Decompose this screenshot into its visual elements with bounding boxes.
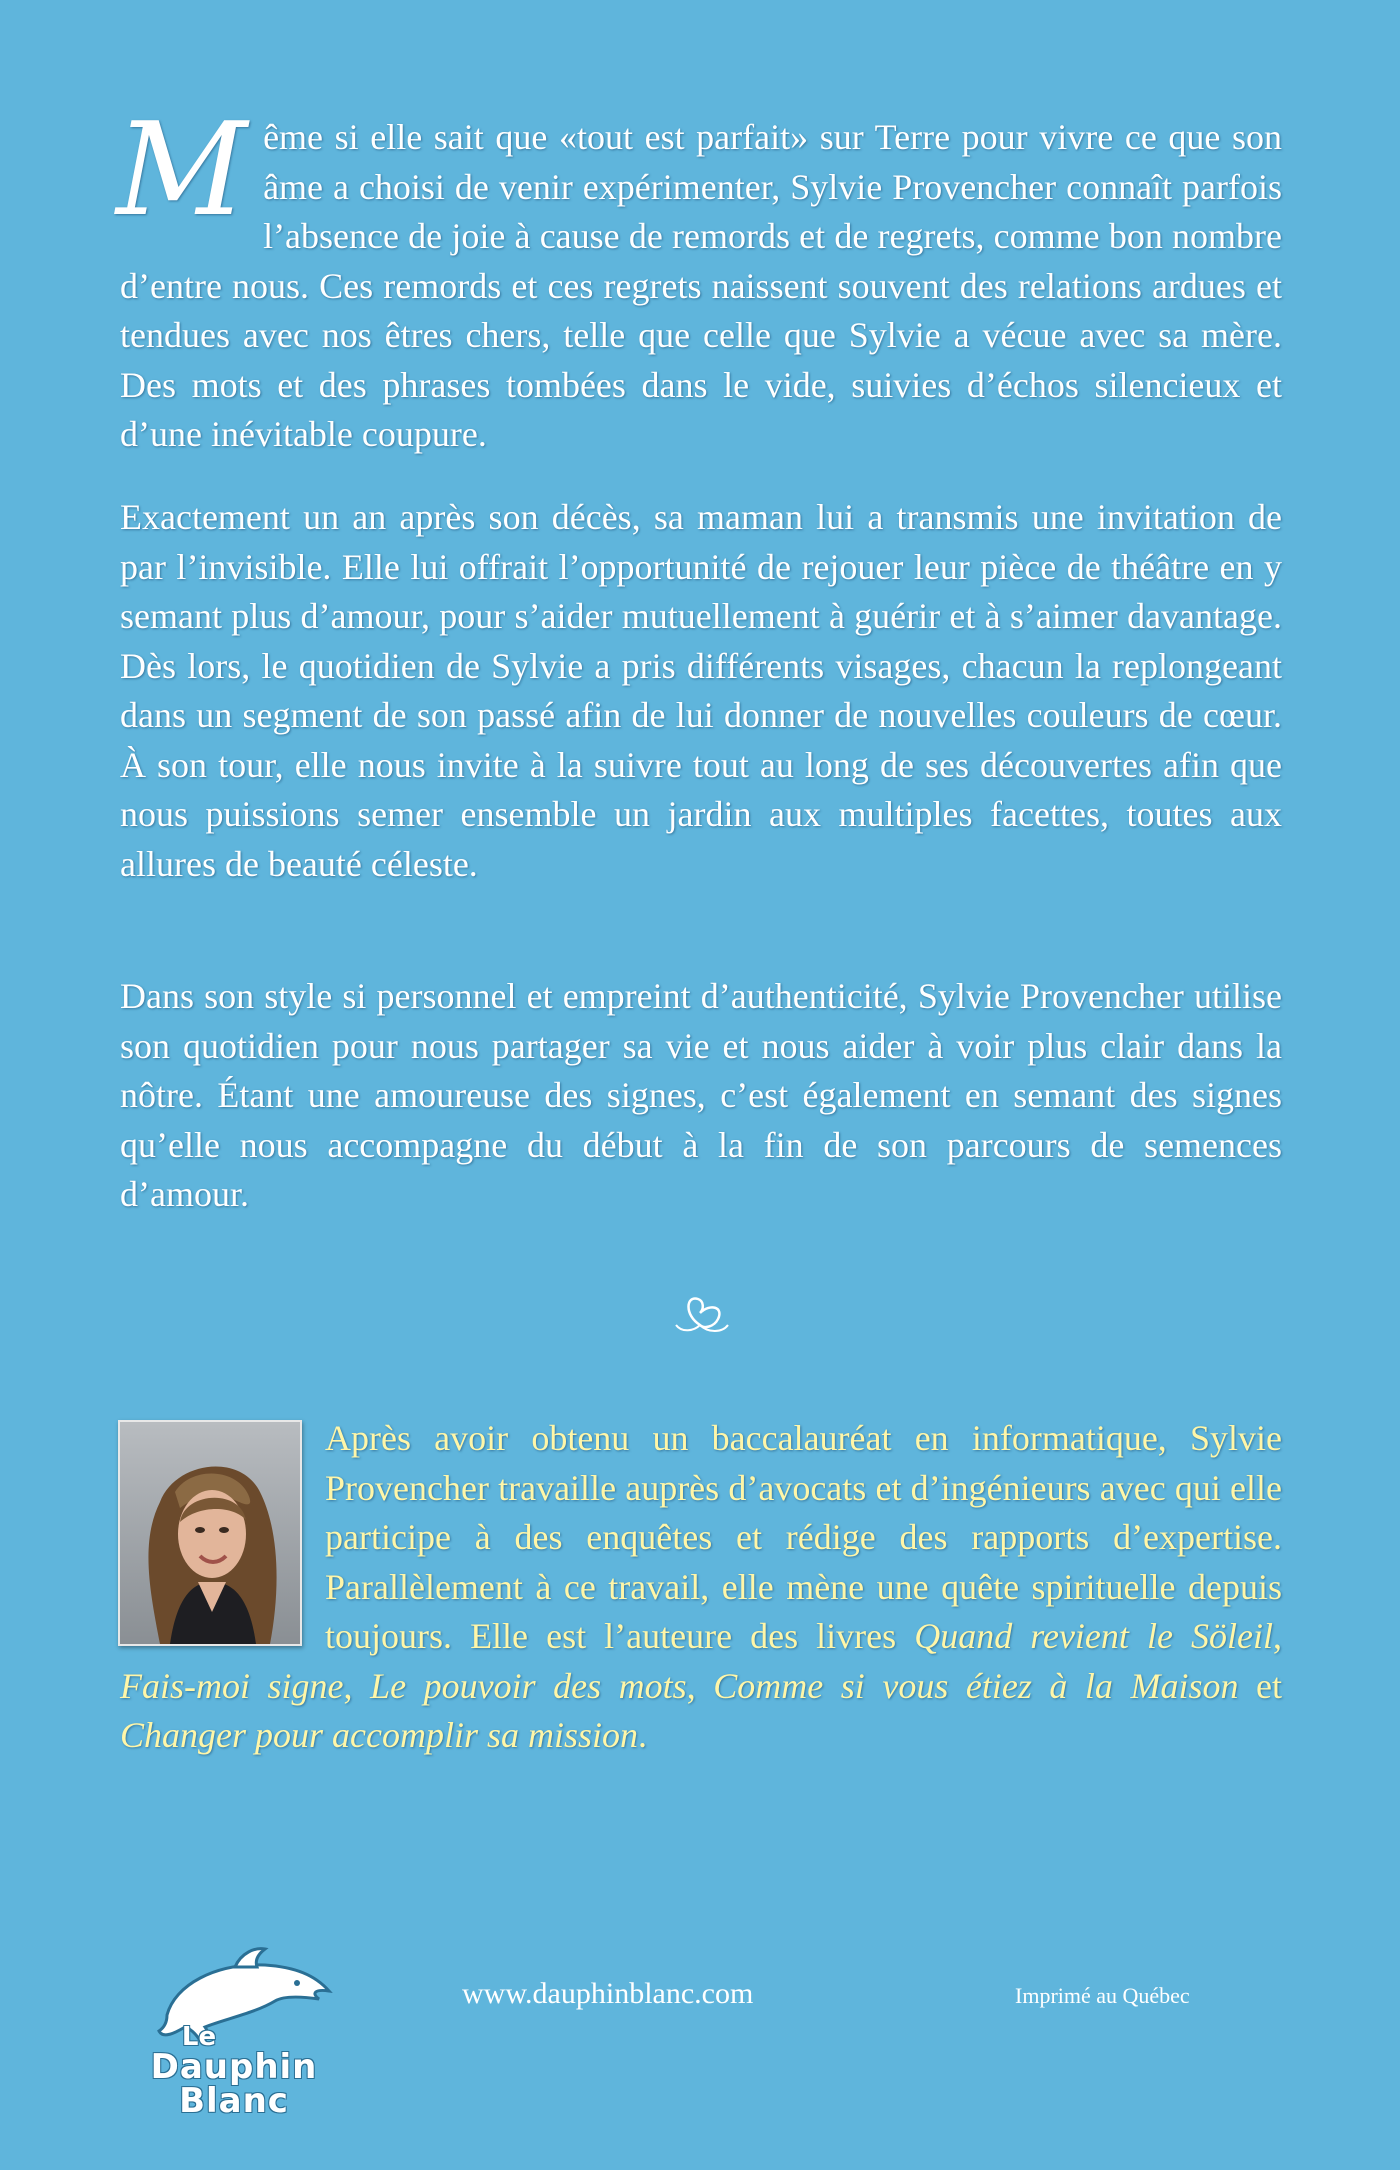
paragraph-style: Dans son style si personnel et empreint d’authenticité, Sylvie Provencher utilise son quotidien pour nous partager sa vie et nous aider à voir plus clair dans la nôtre. Étant une amoureuse des signes, c’est également en semant des signes qu’elle nous accompagne du début à la fin de son parcours de semences d’amour. xyxy=(120,976,1282,1214)
paragraph-intro-text: ême si elle sait que «tout est parfait» sur Terre pour vivre ce que son âme a choisi de venir expérimenter, Sylvie Provencher connaît parfois l’absence de joie à cause de remords et de regrets, comme bon nombre d’entre nous. Ces remords et ces regrets naissent souvent des relations ardues et tendues avec nos êtres chers, telle que celle que Sylvie a vécue avec sa mère. Des mots et des phrases tombées dans le vide, suivies d’échos silencieux et d’une inévitable coupure. xyxy=(120,117,1282,454)
book-title-2: Fais-moi signe xyxy=(120,1665,344,1706)
bio-separator: , xyxy=(686,1665,714,1706)
logo-dauphin: Dauphin xyxy=(150,2047,318,2087)
bio-intro: Après avoir obtenu un baccalauréat en informatique, Sylvie Provencher travaille auprès d’avocats et d’ingénieurs avec qui elle participe à des enquêtes et rédige des rapports d’expertise. Parallèlement à ce travail, elle mène une quête spirituelle depuis toujours. Elle est l’auteure des livres xyxy=(325,1418,1282,1656)
publisher-website: www.dauphinblanc.com xyxy=(462,1977,754,2010)
publisher-logo-text xyxy=(118,2022,350,2121)
book-title-4: Comme si vous étiez à la Maison xyxy=(713,1665,1239,1706)
book-title-3: Le pouvoir des mots xyxy=(370,1665,687,1706)
logo-le: Le xyxy=(181,2022,217,2052)
logo-blanc: Blanc xyxy=(179,2081,289,2121)
book-title-1: Quand revient le Söleil xyxy=(914,1616,1273,1656)
paragraph-intro xyxy=(116,96,1282,460)
bio-separator: , xyxy=(1273,1616,1282,1656)
paragraph-invitation: Exactement un an après son décès, sa maman lui a transmis une invitation de par l’invisible. Elle lui offrait l’opportunité de rejouer leur pièce de théâtre en y semant plus d’amour, pour s’aider mutuellement à guérir et à s’aimer davantage. Dès lors, le quotidien de Sylvie a pris différents visages, chacun la replongeant dans un segment de son passé afin de lui donner de nouvelles couleurs de cœur. À son tour, elle nous invite à la suivre tout au long de ses découvertes afin que nous puissions semer ensemble un jardin aux multiples facettes, toutes aux allures de beauté céleste. xyxy=(120,497,1282,884)
author-bio xyxy=(120,1414,1282,1761)
printed-in-quebec: Imprimé au Québec xyxy=(1015,1983,1190,2008)
heart-ornament-icon xyxy=(670,1285,734,1341)
book-title-5: Changer pour accomplir sa mission xyxy=(120,1715,639,1755)
bio-separator: et xyxy=(1238,1665,1282,1706)
bio-separator: , xyxy=(343,1665,371,1706)
bio-end: . xyxy=(638,1715,648,1755)
drop-cap: M xyxy=(116,96,248,245)
